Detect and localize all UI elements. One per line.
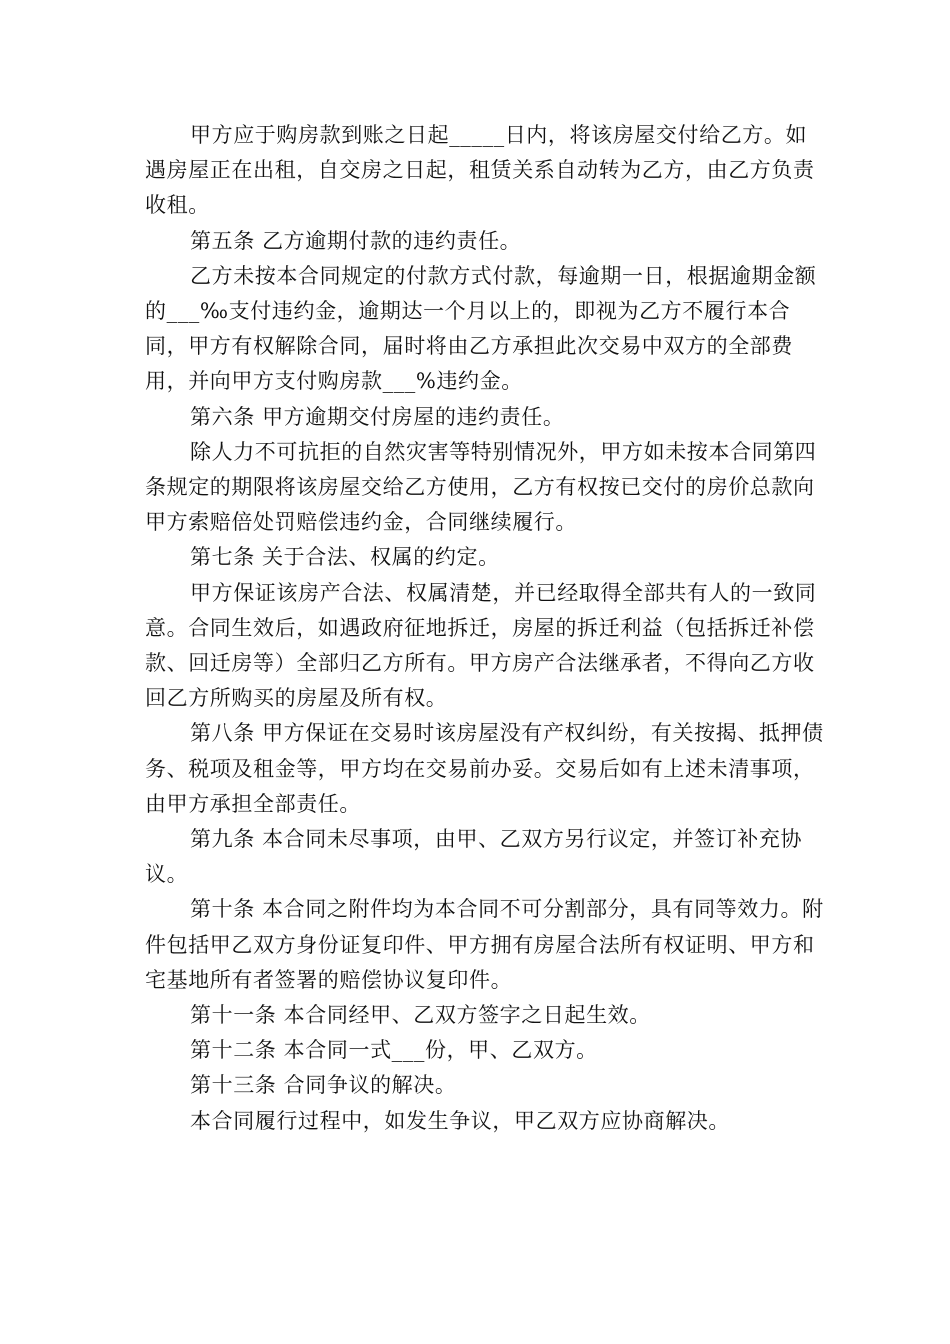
paragraph-delivery: 甲方应于购房款到账之日起_____日内，将该房屋交付给乙方。如遇房屋正在出租，自交房之日起，租赁关系自动转为乙方，由乙方负责收租。 xyxy=(145,123,815,218)
document-body xyxy=(145,118,825,1139)
article-11: 第十一条 本合同经甲、乙双方签字之日起生效。 xyxy=(190,1003,651,1028)
article-5-heading: 第五条 乙方逾期付款的违约责任。 xyxy=(190,228,522,253)
article-7-heading: 第七条 关于合法、权属的约定。 xyxy=(190,545,500,570)
article-6-heading: 第六条 甲方逾期交付房屋的违约责任。 xyxy=(190,404,565,429)
article-12: 第十二条 本合同一式___份，甲、乙双方。 xyxy=(190,1038,598,1063)
paragraph-seller-late-delivery: 除人力不可抗拒的自然灾害等特别情况外，甲方如未按本合同第四条规定的期限将该房屋交给乙方使用，乙方有权按已交付的房价总款向甲方索赔倍处罚赔偿违约金，合同继续履行。 xyxy=(145,439,817,535)
paragraph-legality-ownership: 甲方保证该房产合法、权属清楚，并已经取得全部共有人的一致同意。合同生效后，如遇政府征地拆迁，房屋的拆迁利益（包括拆迁补偿款、回迁房等）全部归乙方所有。甲方房产合法继承者，不得向乙方收回乙方所购买的房屋及所有权。 xyxy=(145,580,817,711)
paragraph-dispute-resolution: 本合同履行过程中，如发生争议，甲乙双方应协商解决。 xyxy=(190,1108,730,1133)
paragraph-buyer-late-payment: 乙方未按本合同规定的付款方式付款，每逾期一日，根据逾期金额的___‰支付违约金，逾期达一个月以上的，即视为乙方不履行本合同，甲方有权解除合同，届时将由乙方承担此次交易中双方的全部费用，并向甲方支付购房款___%违约金。 xyxy=(145,263,817,394)
article-9: 第九条 本合同未尽事项，由甲、乙双方另行议定，并签订补充协议。 xyxy=(145,827,803,887)
article-13-heading: 第十三条 合同争议的解决。 xyxy=(190,1073,457,1098)
article-10: 第十条 本合同之附件均为本合同不可分割部分，具有同等效力。附件包括甲乙双方身份证复印件、甲方拥有房屋合法所有权证明、甲方和宅基地所有者签署的赔偿协议复印件。 xyxy=(145,897,824,992)
article-8: 第八条 甲方保证在交易时该房屋没有产权纠纷，有关按揭、抵押债务、税项及租金等，甲方均在交易前办妥。交易后如有上述未清事项，由甲方承担全部责任。 xyxy=(145,721,824,816)
